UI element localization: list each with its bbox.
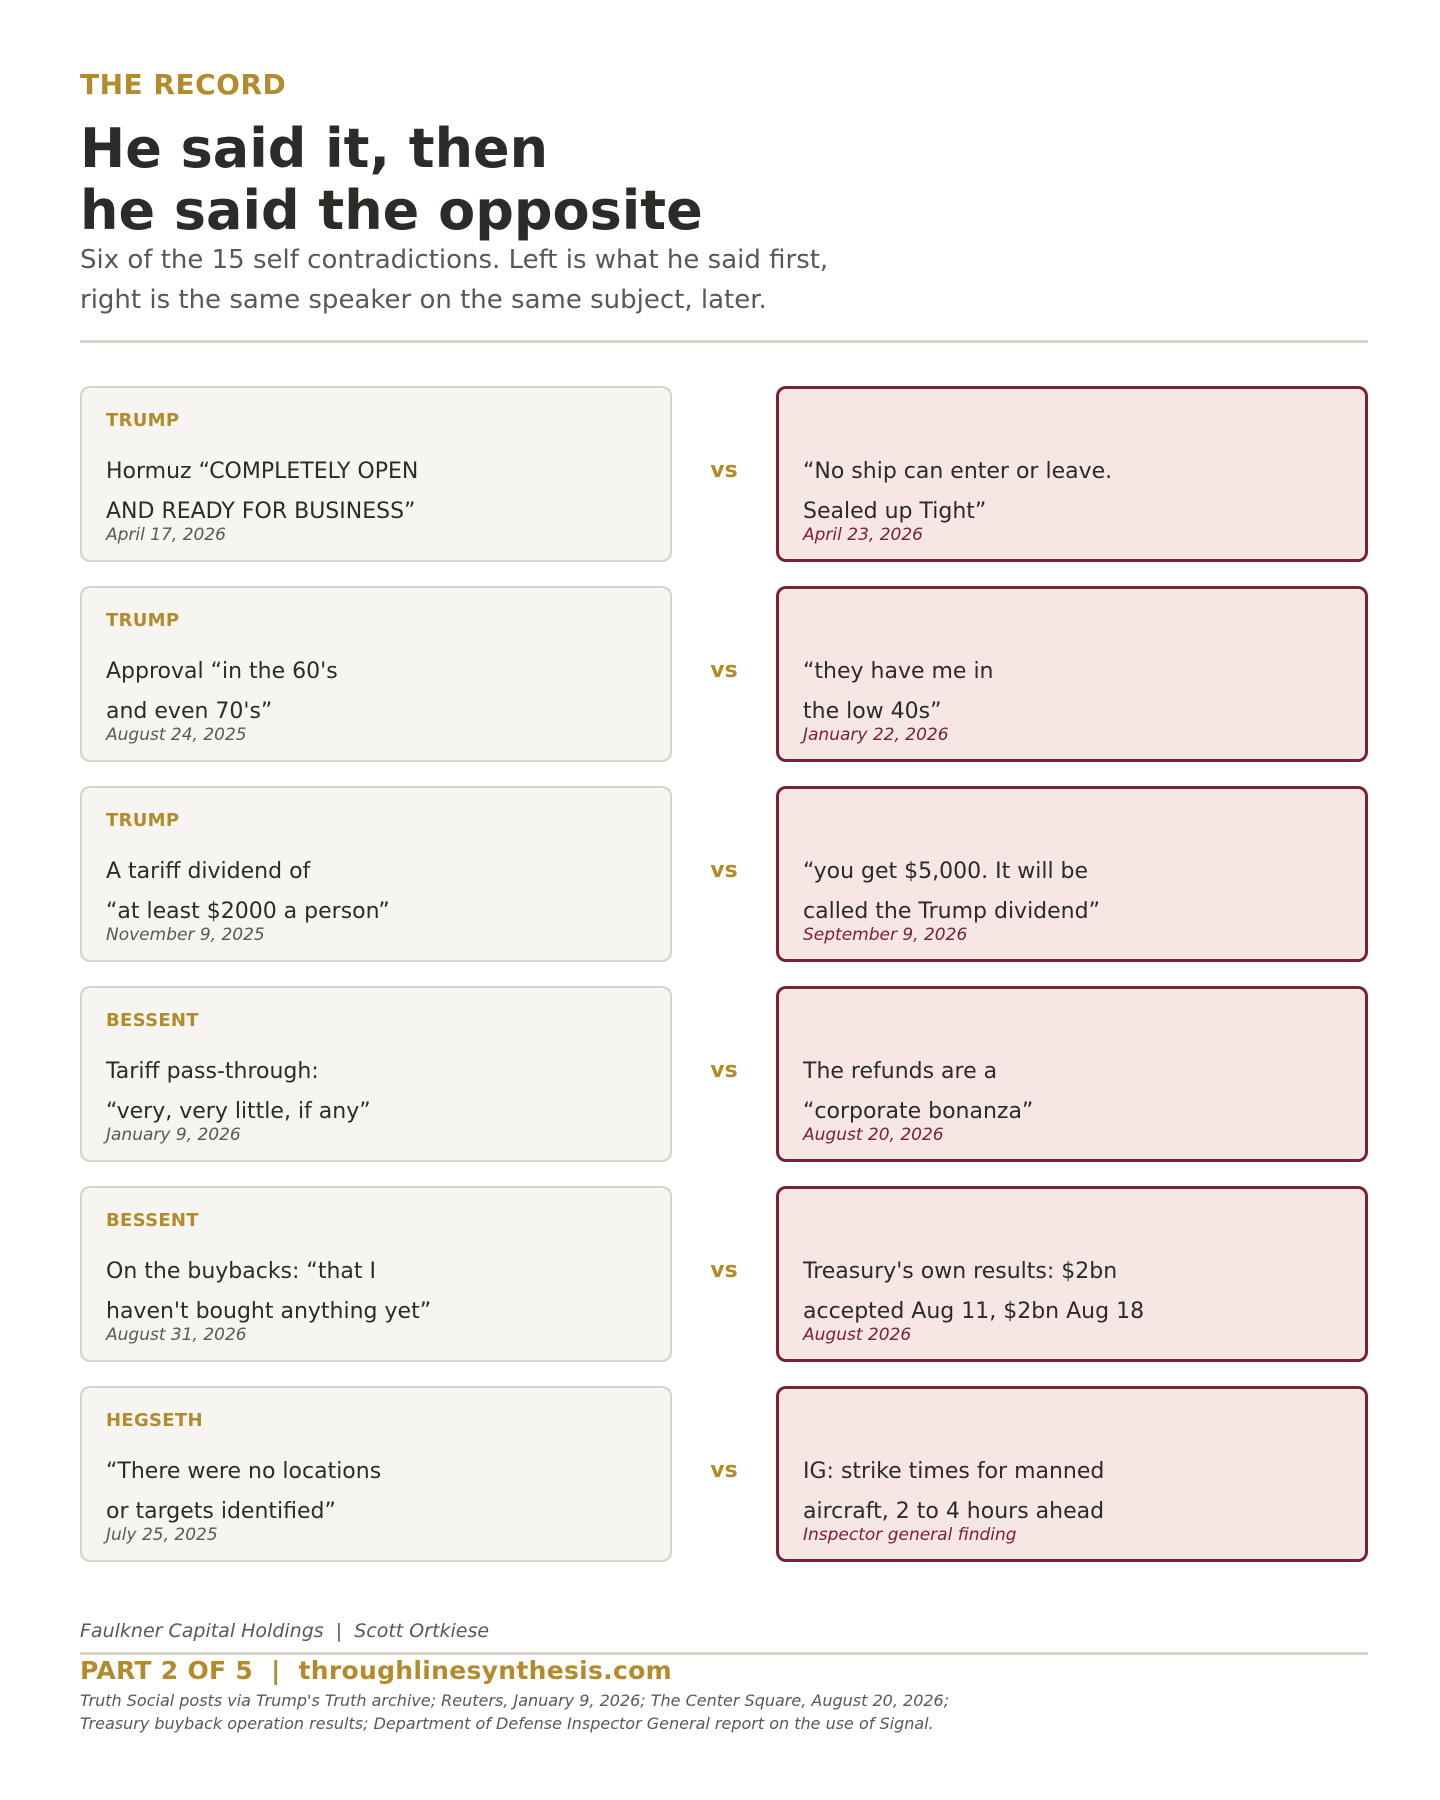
- later-statement-date: Inspector general finding: [803, 1525, 1017, 1545]
- first-statement-quote: [106, 1052, 371, 1132]
- quote-line-1: Treasury's own results: $2bn: [803, 1259, 1118, 1284]
- quote-line-1: The refunds are a: [803, 1059, 998, 1084]
- quote-line-2: aircraft, 2 to 4 hours ahead: [803, 1499, 1105, 1524]
- first-statement-card: [80, 986, 672, 1162]
- quote-line-1: A tariff dividend of: [106, 859, 311, 884]
- page-title-line-2: he said the opposite: [80, 179, 703, 242]
- first-statement-date: April 17, 2026: [106, 525, 226, 545]
- later-statement-quote: [803, 852, 1100, 932]
- quote-line-2: “at least $2000 a person”: [106, 899, 390, 924]
- quote-line-1: Tariff pass-through:: [106, 1059, 319, 1084]
- sources-line-2: Treasury buyback operation results; Department of Defense Inspector General report on the use of Signal.: [80, 1714, 934, 1733]
- contradiction-row: [80, 386, 1368, 562]
- later-statement-date: April 23, 2026: [803, 525, 923, 545]
- later-statement-card: [776, 586, 1368, 762]
- quote-line-2: the low 40s”: [803, 699, 942, 724]
- page-title: [80, 118, 703, 242]
- vs-label: vs: [710, 858, 738, 883]
- quote-line-2: haven't bought anything yet”: [106, 1299, 432, 1324]
- quote-line-1: IG: strike times for manned: [803, 1459, 1105, 1484]
- first-statement-card: [80, 386, 672, 562]
- sources-note: [80, 1689, 949, 1735]
- first-statement-quote: [106, 1452, 381, 1532]
- vs-label: vs: [710, 1058, 738, 1083]
- speaker-label: TRUMP: [106, 610, 180, 631]
- later-statement-date: August 20, 2026: [803, 1125, 944, 1145]
- vs-label: vs: [710, 1458, 738, 1483]
- vs-label: vs: [710, 458, 738, 483]
- first-statement-quote: [106, 1252, 431, 1332]
- speaker-label: HEGSETH: [106, 1410, 203, 1431]
- quote-line-2: or targets identified”: [106, 1499, 336, 1524]
- series-part-label: PART 2 OF 5 | throughlinesynthesis.com: [80, 1656, 672, 1685]
- later-statement-card: [776, 986, 1368, 1162]
- later-statement-card: [776, 786, 1368, 962]
- first-statement-card: [80, 586, 672, 762]
- first-statement-quote: [106, 652, 338, 732]
- later-statement-date: January 22, 2026: [803, 725, 949, 745]
- quote-line-1: “you get $5,000. It will be: [803, 859, 1089, 884]
- speaker-label: TRUMP: [106, 410, 180, 431]
- speaker-label: TRUMP: [106, 810, 180, 831]
- first-statement-card: [80, 786, 672, 962]
- contradiction-row: [80, 1186, 1368, 1362]
- first-statement-date: August 24, 2025: [106, 725, 247, 745]
- quote-line-2: accepted Aug 11, $2bn Aug 18: [803, 1299, 1145, 1324]
- sources-line-1: Truth Social posts via Trump's Truth archive; Reuters, January 9, 2026; The Center Square, August 20, 2026;: [80, 1691, 950, 1710]
- contradiction-row: [80, 986, 1368, 1162]
- first-statement-date: November 9, 2025: [106, 925, 265, 945]
- later-statement-date: September 9, 2026: [803, 925, 968, 945]
- first-statement-quote: [106, 852, 390, 932]
- quote-line-1: Approval “in the 60's: [106, 659, 338, 684]
- quote-line-2: “corporate bonanza”: [803, 1099, 1034, 1124]
- first-statement-card: [80, 1186, 672, 1362]
- speaker-label: BESSENT: [106, 1010, 199, 1031]
- quote-line-2: and even 70's”: [106, 699, 273, 724]
- page-title-line-1: He said it, then: [80, 117, 549, 180]
- byline: Faulkner Capital Holdings | Scott Ortkiese: [80, 1620, 490, 1642]
- first-statement-card: [80, 1386, 672, 1562]
- quote-line-1: “There were no locations: [106, 1459, 382, 1484]
- kicker-label: THE RECORD: [80, 68, 287, 101]
- later-statement-quote: [803, 1252, 1144, 1332]
- quote-line-1: On the buybacks: “that I: [106, 1259, 376, 1284]
- subtitle-line-1: Six of the 15 self contradictions. Left is what he said first,: [80, 245, 829, 275]
- speaker-label: BESSENT: [106, 1210, 199, 1231]
- first-statement-date: January 9, 2026: [106, 1125, 241, 1145]
- vs-label: vs: [710, 658, 738, 683]
- later-statement-quote: [803, 1052, 1033, 1132]
- first-statement-date: August 31, 2026: [106, 1325, 247, 1345]
- quote-line-2: AND READY FOR BUSINESS”: [106, 499, 416, 524]
- contradiction-row: [80, 586, 1368, 762]
- contradiction-row: [80, 786, 1368, 962]
- quote-line-1: Hormuz “COMPLETELY OPEN: [106, 459, 419, 484]
- quote-line-1: “No ship can enter or leave.: [803, 459, 1113, 484]
- later-statement-quote: [803, 652, 994, 732]
- quote-line-2: called the Trump dividend”: [803, 899, 1100, 924]
- later-statement-card: [776, 386, 1368, 562]
- subtitle-line-2: right is the same speaker on the same subject, later.: [80, 285, 767, 315]
- quote-line-1: “they have me in: [803, 659, 994, 684]
- page-subtitle: [80, 240, 828, 320]
- later-statement-quote: [803, 452, 1112, 532]
- later-statement-quote: [803, 1452, 1104, 1532]
- vs-label: vs: [710, 1258, 738, 1283]
- first-statement-quote: [106, 452, 418, 532]
- footer-divider: [80, 1652, 1368, 1655]
- header-divider: [80, 340, 1368, 343]
- later-statement-card: [776, 1186, 1368, 1362]
- later-statement-date: August 2026: [803, 1325, 912, 1345]
- first-statement-date: July 25, 2025: [106, 1525, 218, 1545]
- quote-line-2: Sealed up Tight”: [803, 499, 987, 524]
- later-statement-card: [776, 1386, 1368, 1562]
- contradiction-row: [80, 1386, 1368, 1562]
- quote-line-2: “very, very little, if any”: [106, 1099, 371, 1124]
